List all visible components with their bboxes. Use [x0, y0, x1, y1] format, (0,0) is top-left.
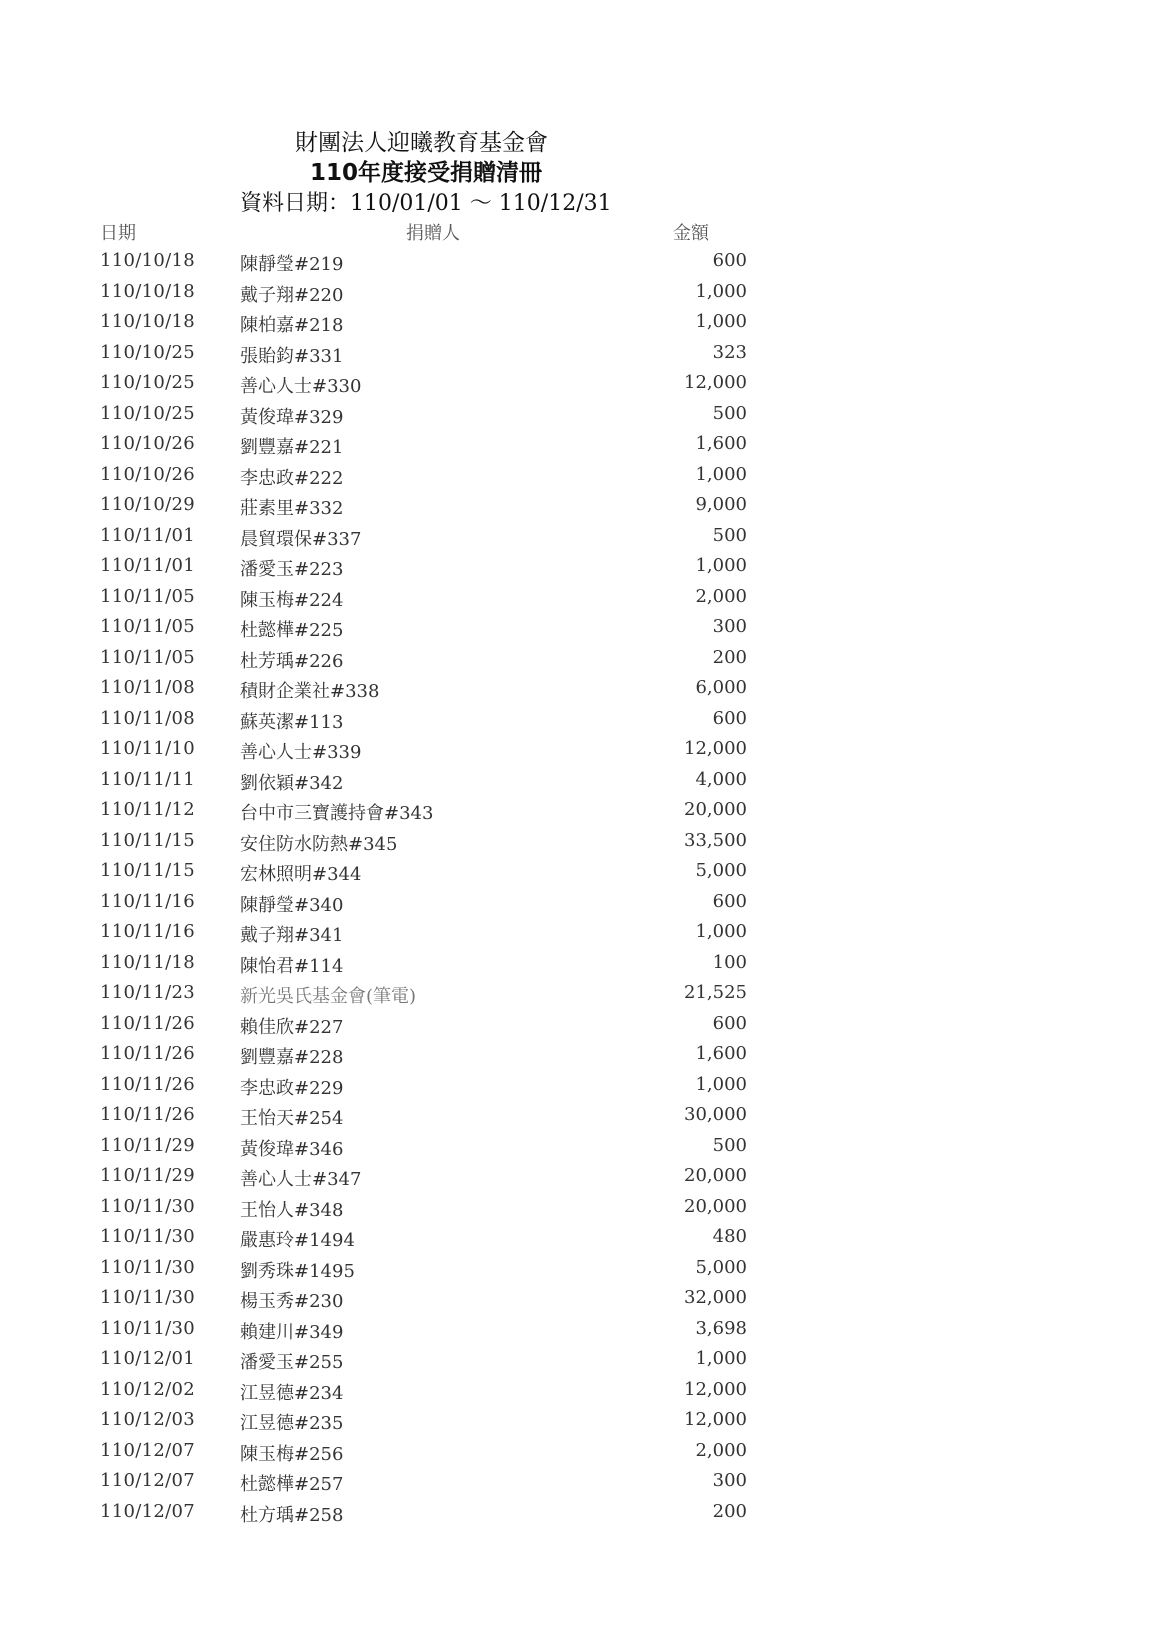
- table-row: [0, 1132, 1154, 1163]
- table-row: [0, 583, 1154, 614]
- row-date: 110/11/30: [100, 1226, 195, 1247]
- row-amount: 1,000: [695, 463, 747, 485]
- organization-title: 財團法人迎曦教育基金會: [295, 130, 548, 156]
- row-date: 110/11/18: [100, 951, 195, 973]
- row-donor: 王怡人#348: [240, 1199, 344, 1221]
- row-amount: 500: [712, 524, 747, 546]
- donation-table: [0, 247, 1154, 1528]
- row-date: 110/11/01: [100, 555, 195, 576]
- row-date: 110/10/25: [100, 372, 195, 393]
- row-date: 110/11/29: [100, 1134, 195, 1156]
- row-date: 110/10/25: [100, 341, 195, 363]
- row-date: 110/11/15: [100, 860, 195, 881]
- row-date: 110/11/26: [100, 1073, 195, 1095]
- row-amount: 21,525: [684, 982, 747, 1003]
- row-amount: 600: [712, 1012, 747, 1034]
- row-date: 110/12/07: [100, 1470, 195, 1491]
- row-date: 110/11/05: [100, 646, 195, 668]
- table-row: [0, 491, 1154, 522]
- row-donor: 晨貿環保#337: [240, 528, 362, 550]
- table-row: [0, 827, 1154, 858]
- row-amount: 1,600: [695, 1043, 747, 1064]
- row-donor: 陳靜瑩#219: [240, 254, 344, 275]
- table-row: [0, 674, 1154, 705]
- row-donor: 陳靜瑩#340: [240, 894, 344, 916]
- row-donor: 陳怡君#114: [240, 955, 344, 977]
- row-donor: 陳玉梅#224: [240, 589, 344, 611]
- row-amount: 9,000: [695, 494, 747, 515]
- row-amount: 200: [712, 1500, 747, 1522]
- row-donor: 張貽鈞#331: [240, 345, 344, 367]
- row-date: 110/10/29: [100, 494, 195, 515]
- table-row: [0, 308, 1154, 339]
- table-row: [0, 1284, 1154, 1315]
- table-row: [0, 1376, 1154, 1407]
- row-donor: 新光吳氏基金會(筆電): [240, 986, 417, 1007]
- row-date: 110/10/26: [100, 463, 195, 485]
- table-row: [0, 247, 1154, 278]
- row-amount: 12,000: [684, 372, 747, 393]
- table-row: [0, 1010, 1154, 1041]
- row-date: 110/11/16: [100, 890, 195, 912]
- row-donor: 劉豐嘉#228: [240, 1047, 344, 1068]
- row-amount: 3,698: [695, 1317, 747, 1339]
- row-date: 110/11/30: [100, 1256, 195, 1278]
- table-row: [0, 796, 1154, 827]
- row-donor: 蘇英潔#113: [240, 711, 344, 733]
- row-date: 110/11/08: [100, 677, 195, 698]
- row-donor: 潘愛玉#255: [240, 1352, 344, 1373]
- row-amount: 500: [712, 1134, 747, 1156]
- row-date: 110/11/05: [100, 585, 195, 607]
- table-row: [0, 979, 1154, 1010]
- row-amount: 480: [712, 1226, 747, 1247]
- table-row: [0, 369, 1154, 400]
- row-amount: 1,000: [695, 1073, 747, 1095]
- row-date: 110/11/12: [100, 799, 195, 820]
- row-donor: 杜懿樺#257: [240, 1474, 344, 1495]
- table-row: [0, 1437, 1154, 1468]
- row-date: 110/11/30: [100, 1317, 195, 1339]
- column-header-donor: 捐贈人: [406, 223, 460, 244]
- report-title: 110年度接受捐贈清冊: [310, 160, 543, 186]
- row-amount: 4,000: [695, 768, 747, 790]
- row-amount: 2,000: [695, 585, 747, 607]
- row-donor: 陳玉梅#256: [240, 1443, 344, 1465]
- row-amount: 200: [712, 646, 747, 668]
- row-amount: 32,000: [684, 1287, 747, 1308]
- row-date: 110/11/30: [100, 1287, 195, 1308]
- row-donor: 善心人士#330: [240, 376, 362, 397]
- row-donor: 杜芳瑀#226: [240, 650, 344, 672]
- table-row: [0, 278, 1154, 309]
- table-row: [0, 1498, 1154, 1529]
- row-amount: 600: [712, 890, 747, 912]
- table-row: [0, 400, 1154, 431]
- row-amount: 30,000: [684, 1104, 747, 1125]
- row-amount: 12,000: [684, 1409, 747, 1430]
- row-date: 110/12/01: [100, 1348, 195, 1369]
- row-date: 110/12/07: [100, 1439, 195, 1461]
- row-date: 110/11/08: [100, 707, 195, 729]
- row-amount: 2,000: [695, 1439, 747, 1461]
- row-donor: 賴建川#349: [240, 1321, 344, 1343]
- row-donor: 賴佳欣#227: [240, 1016, 344, 1038]
- row-amount: 1,000: [695, 921, 747, 942]
- row-date: 110/10/18: [100, 250, 195, 271]
- row-amount: 1,000: [695, 1348, 747, 1369]
- row-donor: 劉豐嘉#221: [240, 437, 344, 458]
- table-row: [0, 1193, 1154, 1224]
- row-date: 110/11/01: [100, 524, 195, 546]
- table-row: [0, 735, 1154, 766]
- table-row: [0, 888, 1154, 919]
- table-row: [0, 1467, 1154, 1498]
- row-date: 110/11/11: [100, 768, 195, 790]
- row-amount: 6,000: [695, 677, 747, 698]
- row-donor: 安住防水防熱#345: [240, 833, 398, 855]
- table-row: [0, 1406, 1154, 1437]
- row-amount: 5,000: [695, 860, 747, 881]
- row-amount: 33,500: [684, 829, 747, 851]
- row-date: 110/11/05: [100, 616, 195, 637]
- row-donor: 江昱德#235: [240, 1413, 344, 1434]
- row-date: 110/10/18: [100, 311, 195, 332]
- row-amount: 5,000: [695, 1256, 747, 1278]
- row-date: 110/11/23: [100, 982, 195, 1003]
- table-row: [0, 339, 1154, 370]
- row-donor: 李忠政#222: [240, 467, 344, 489]
- table-row: [0, 552, 1154, 583]
- table-row: [0, 949, 1154, 980]
- row-donor: 劉依穎#342: [240, 772, 344, 794]
- table-row: [0, 430, 1154, 461]
- table-row: [0, 857, 1154, 888]
- table-row: [0, 1345, 1154, 1376]
- row-donor: 善心人士#339: [240, 742, 362, 763]
- row-amount: 1,600: [695, 433, 747, 454]
- table-row: [0, 1223, 1154, 1254]
- row-date: 110/11/26: [100, 1104, 195, 1125]
- row-donor: 嚴惠玲#1494: [240, 1230, 355, 1251]
- row-date: 110/11/26: [100, 1043, 195, 1064]
- table-row: [0, 1101, 1154, 1132]
- row-amount: 300: [712, 1470, 747, 1491]
- row-amount: 1,000: [695, 280, 747, 302]
- row-date: 110/11/15: [100, 829, 195, 851]
- row-date: 110/11/10: [100, 738, 195, 759]
- row-date: 110/12/03: [100, 1409, 195, 1430]
- row-donor: 莊素里#332: [240, 498, 344, 519]
- row-amount: 12,000: [684, 1378, 747, 1400]
- row-date: 110/10/25: [100, 402, 195, 424]
- row-donor: 劉秀珠#1495: [240, 1260, 355, 1282]
- row-amount: 500: [712, 402, 747, 424]
- row-donor: 黃俊瑋#346: [240, 1138, 344, 1160]
- row-date: 110/10/18: [100, 280, 195, 302]
- row-date: 110/11/29: [100, 1165, 195, 1186]
- row-amount: 12,000: [684, 738, 747, 759]
- row-donor: 楊玉秀#230: [240, 1291, 344, 1312]
- row-donor: 戴子翔#220: [240, 284, 344, 306]
- row-donor: 積財企業社#338: [240, 681, 380, 702]
- row-donor: 台中市三寶護持會#343: [240, 803, 434, 824]
- column-header-date: 日期: [100, 223, 136, 244]
- table-row: [0, 705, 1154, 736]
- row-donor: 王怡天#254: [240, 1108, 344, 1129]
- column-header-amount: 金額: [673, 223, 709, 244]
- row-amount: 100: [712, 951, 747, 973]
- table-row: [0, 522, 1154, 553]
- table-row: [0, 461, 1154, 492]
- row-amount: 20,000: [684, 1195, 747, 1217]
- row-amount: 20,000: [684, 799, 747, 820]
- table-row: [0, 1162, 1154, 1193]
- row-donor: 戴子翔#341: [240, 925, 344, 946]
- table-row: [0, 1315, 1154, 1346]
- row-amount: 323: [712, 341, 747, 363]
- table-row: [0, 1254, 1154, 1285]
- table-row: [0, 918, 1154, 949]
- date-range: 資料日期：110/01/01 ～ 110/12/31: [240, 191, 612, 216]
- table-row: [0, 644, 1154, 675]
- row-donor: 宏林照明#344: [240, 864, 362, 885]
- table-row: [0, 1071, 1154, 1102]
- row-date: 110/12/07: [100, 1500, 195, 1522]
- row-amount: 600: [712, 707, 747, 729]
- table-row: [0, 1040, 1154, 1071]
- row-donor: 杜方瑀#258: [240, 1504, 344, 1526]
- table-row: [0, 766, 1154, 797]
- row-donor: 潘愛玉#223: [240, 559, 344, 580]
- row-date: 110/10/26: [100, 433, 195, 454]
- row-date: 110/11/30: [100, 1195, 195, 1217]
- row-donor: 善心人士#347: [240, 1169, 362, 1190]
- row-amount: 600: [712, 250, 747, 271]
- row-donor: 杜懿樺#225: [240, 620, 344, 641]
- row-donor: 江昱德#234: [240, 1382, 344, 1404]
- table-row: [0, 613, 1154, 644]
- row-amount: 20,000: [684, 1165, 747, 1186]
- row-donor: 李忠政#229: [240, 1077, 344, 1099]
- row-donor: 陳柏嘉#218: [240, 315, 344, 336]
- row-amount: 1,000: [695, 311, 747, 332]
- row-date: 110/11/26: [100, 1012, 195, 1034]
- row-date: 110/12/02: [100, 1378, 195, 1400]
- row-amount: 1,000: [695, 555, 747, 576]
- row-donor: 黃俊瑋#329: [240, 406, 344, 428]
- row-date: 110/11/16: [100, 921, 195, 942]
- row-amount: 300: [712, 616, 747, 637]
